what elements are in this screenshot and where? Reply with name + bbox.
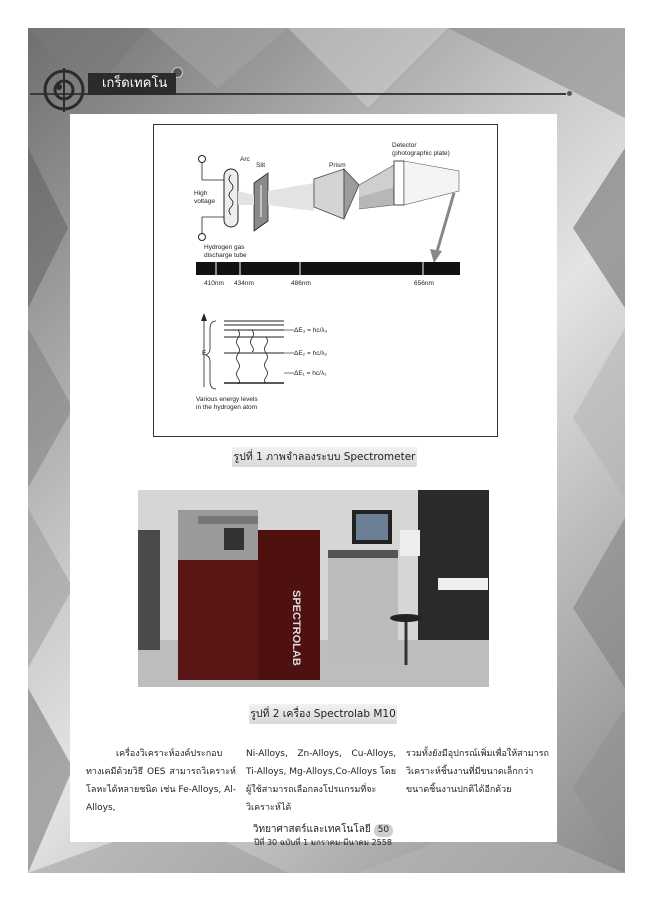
transition-wave (265, 337, 268, 383)
spark-stand (224, 528, 244, 550)
machine-brand-label: SPECTROLAB (290, 590, 302, 666)
energy-levels-label: Various energy levels (196, 396, 258, 403)
electrode-top-icon (199, 156, 206, 163)
body-text-column-1: เครื่องวิเคราะห์องค์ประกอบทางเคมีด้วยวิธี OES สามารถวิเคราะห์โลหะได้หลายชนิด เช่น Fe-Alloys, Al-Alloys, (86, 749, 237, 813)
wavelength-656: 656nm (414, 280, 434, 287)
body-text-column-2: Ni-Alloys, Zn-Alloys, Cu-Alloys, Ti-Alloys, Mg-Alloys,Co-Alloys โดยผู้ใช้สามารถเลือกลงโปรแกรมที่จะวิเคราะห์ได้ (246, 749, 396, 813)
prism (314, 169, 344, 219)
high-voltage-label: High (194, 190, 208, 197)
spectrum-strip (196, 262, 460, 275)
arrow-up-icon (201, 313, 207, 321)
figure-2-caption: รูปที่ 2 เครื่อง Spectrolab M10 (249, 704, 397, 724)
tube-sublabel: discharge tube (204, 252, 247, 259)
page-footer (200, 823, 446, 848)
detector-sublabel: (photographic plate) (392, 150, 450, 157)
dark-doorway (418, 490, 489, 660)
delta-e1-label: ΔE₁ = hc/λ₁ (294, 370, 327, 377)
section-title: เกร็ดเทคโน (102, 76, 168, 91)
discharge-tube (224, 169, 238, 227)
energy-axis-label: E (202, 350, 207, 357)
arrow-down-icon (430, 249, 442, 263)
instrument-side-panel (258, 530, 320, 680)
gas-cylinder (138, 530, 160, 650)
target-logo-icon (42, 68, 86, 112)
light-beam (268, 183, 314, 211)
delta-e2-label: ΔE₂ = hc/λ₂ (294, 350, 328, 357)
computer-desk (328, 550, 398, 660)
tube-label: Hydrogen gas (204, 244, 245, 251)
figure-2-photo (138, 490, 489, 687)
page-number: 50 (374, 824, 393, 837)
side-table (438, 578, 488, 590)
energy-brace (206, 321, 216, 389)
slit-label: Slit (256, 162, 266, 169)
delta-e3-label: ΔE₃ = hc/λ₃ (294, 327, 328, 334)
electrode-bottom-icon (199, 234, 206, 241)
instrument-front-panel (178, 560, 258, 680)
energy-levels-sublabel: in the hydrogen atom (196, 404, 258, 411)
detector-label: Detector (392, 142, 417, 149)
wavelength-410: 410nm (204, 280, 224, 287)
wavelength-434: 434nm (234, 280, 254, 287)
printer (400, 530, 420, 556)
transition-wave (237, 330, 240, 384)
issue-info: ปีที่ 30 ฉบับที่ 1 มกราคม-มีนาคม 2558 (254, 838, 392, 847)
high-voltage-sublabel: voltage (194, 198, 215, 205)
arc-label: Arc (240, 156, 250, 163)
stool-seat (390, 614, 422, 622)
transition-wave (251, 330, 254, 352)
figure-1-spectrometer-diagram (153, 124, 498, 437)
detector-plate (394, 161, 404, 205)
wavelength-486: 486nm (291, 280, 311, 287)
journal-name: วิทยาศาสตร์และเทคโนโลยี (252, 824, 371, 835)
body-text-column-3: รวมทั้งยังมีอุปกรณ์เพิ่มเพื่อให้สามารถวิเคราะห์ชิ้นงานที่มีขนาดเล็กกว่าขนาดชิ้นงานปกติได้อีกด้วย (406, 749, 549, 795)
header-dot (566, 90, 573, 97)
figure-1-caption: รูปที่ 1 ภาพจำลองระบบ Spectrometer (232, 447, 417, 467)
prism-label: Prism (329, 162, 346, 169)
